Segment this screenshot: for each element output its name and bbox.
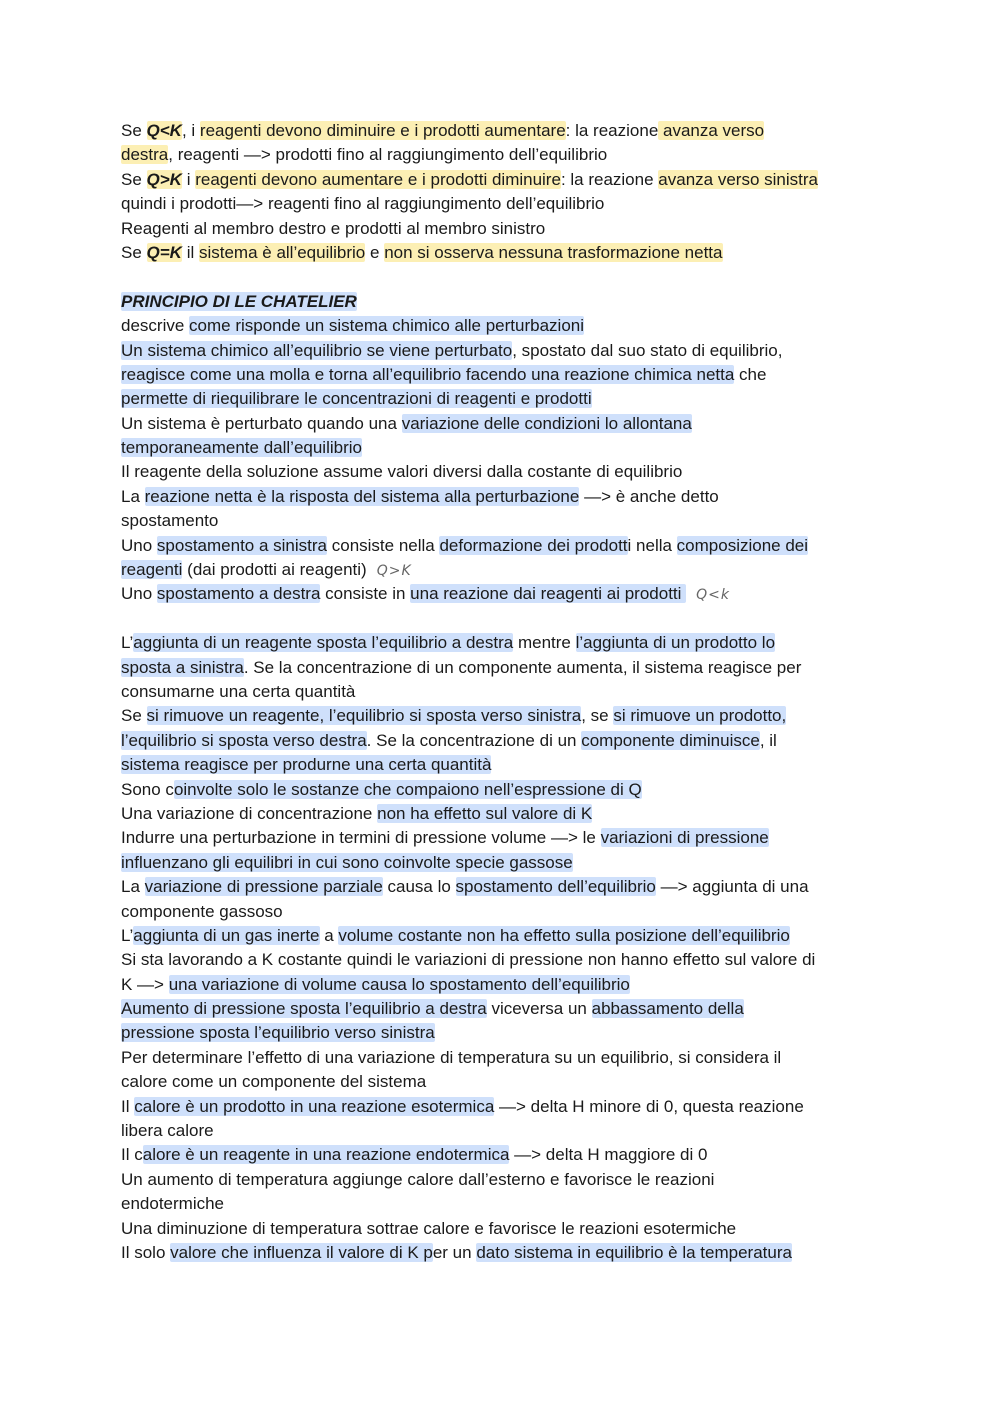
text-segment: —> aggiunta di una [655,877,809,897]
text-line [121,241,901,265]
text-segment: Se [121,169,147,189]
blue-highlight: variazione di pressione parziale [144,877,383,897]
text-segment: viceversa un [486,999,592,1019]
blue-highlight: aggiunta di un reagente sposta l’equilibrio a destra [133,633,514,653]
text-line [121,900,901,924]
text-segment: , se [581,706,614,726]
text-segment: Il solo [121,1242,171,1262]
yellow-highlight: reagenti devono aumentare e i prodotti diminuire [195,169,561,189]
blue-highlight: deformazione dei prodott [439,535,628,555]
text-line [121,143,901,167]
text-line [121,436,901,460]
text-segment: . Se la concentrazione di un [366,730,582,750]
text-segment: L’ [121,633,134,653]
text-line [121,192,901,216]
bold-italic-term: PRINCIPIO DI LE CHATELIER [121,291,357,311]
text-segment: Un sistema è perturbato quando una [121,413,402,433]
text-line [121,582,901,606]
blue-highlight: variazione delle condizioni lo allontana [401,413,692,433]
text-segment: Indurre una perturbazione in termini di pressione volume —> le [121,828,601,848]
text-line [121,1168,901,1192]
yellow-highlight: sistema è all’equilibrio [198,242,366,262]
text-segment: Per determinare l’effetto di una variazione di temperatura su un equilibrio, si considera il [121,1047,782,1067]
text-segment: descrive [121,316,190,336]
text-segment: libera calore [121,1121,214,1141]
blue-highlight: componente diminuisce [581,730,760,750]
text-segment: Si sta lavorando a K costante quindi le variazioni di pressione non hanno effetto sul valore di [121,950,816,970]
blank-line [121,607,901,631]
text-segment: mentre [513,633,576,653]
blue-highlight: variazioni di pressione [600,828,769,848]
text-segment: Uno [121,535,157,555]
text-line [121,802,901,826]
blue-highlight: come risponde un sistema chimico alle perturbazioni [189,316,584,336]
blue-highlight: spostamento a destra [156,584,321,604]
blue-highlight: pressione sposta l’equilibrio verso sinistra [121,1023,435,1043]
blue-highlight: una variazione di volume causa lo spostamento dell’equilibrio [168,974,630,994]
text-segment: consiste nella [327,535,440,555]
handwritten-note: Q<k [696,587,730,604]
section-heading [121,290,901,314]
text-line [121,1143,901,1167]
handwritten-note: Q>K [376,563,412,580]
blue-highlight: influenzano gli equilibri in cui sono coinvolte specie gassose [121,852,573,872]
yellow-highlight: avanza verso sinistra [658,169,818,189]
blue-highlight: Aumento di pressione sposta l’equilibrio a destra [121,999,487,1019]
text-segment: Il reagente della soluzione assume valori diversi dalla costante di equilibrio [121,462,683,482]
blue-highlight: dato sistema in equilibrio è la temperatura [476,1242,792,1262]
blue-highlight: volume costante non ha effetto sulla posizione dell’equilibrio [338,925,790,945]
text-line [121,339,901,363]
text-segment: spostamento [121,511,219,531]
text-segment: Il c [121,1145,143,1165]
text-line [121,314,901,338]
text-segment: —> delta H maggiore di 0 [509,1145,708,1165]
blue-highlight: valore che influenza il valore di K p [170,1242,433,1262]
text-line [121,753,901,777]
text-segment: consumarne una certa quantità [121,681,356,701]
blue-highlight: abbassamento della [591,999,744,1019]
text-segment: Un aumento di temperatura aggiunge calore dall’esterno e favorisce le reazioni [121,1169,715,1189]
text-segment: . Se la concentrazione di un componente aumenta, il sistema reagisce per [243,657,802,677]
text-segment: : la reazione [560,169,659,189]
text-segment: er un [432,1242,477,1262]
text-line [121,631,901,655]
text-line [121,1192,901,1216]
blue-highlight: spostamento a sinistra [156,535,328,555]
text-segment: , spostato dal suo stato di equilibrio, [512,340,783,360]
text-line [121,851,901,875]
text-segment: endotermiche [121,1194,225,1214]
blue-highlight: non ha effetto sul valore di K [377,803,593,823]
text-line [121,948,901,972]
text-line [121,826,901,850]
text-line [121,704,901,728]
blue-highlight: l’aggiunta di un prodotto lo [575,633,776,653]
text-line [121,217,901,241]
blue-highlight: Un sistema chimico all’equilibrio se viene perturbato [121,340,513,360]
blue-highlight: sistema reagisce per produrne una certa quantità [121,755,492,775]
text-line [121,1241,901,1265]
text-segment: (dai prodotti ai reagenti) [182,560,367,580]
text-segment: causa lo [382,877,456,897]
blue-highlight: reagisce come una molla e torna all’equilibrio facendo una reazione chimica netta [121,364,735,384]
text-line [121,656,901,680]
blue-highlight: temporaneamente dall’equilibrio [121,438,362,458]
text-segment: —> delta H minore di 0, questa reazione [494,1096,804,1116]
blue-highlight: l’equilibrio si sposta verso destra [121,730,367,750]
text-line [121,997,901,1021]
text-segment: —> è anche detto [579,486,719,506]
text-segment: che [734,364,767,384]
text-segment: L’ [121,925,134,945]
text-line [121,363,901,387]
blue-highlight: aggiunta di un gas inerte [133,925,320,945]
text-line [121,119,901,143]
text-segment: calore come un componente del sistema [121,1072,427,1092]
bold-italic-term: Q=K [146,242,182,262]
text-segment: Una variazione di concentrazione [121,803,378,823]
text-segment: i [181,169,196,189]
blue-highlight: alore è un reagente in una reazione endotermica [142,1145,510,1165]
text-segment: e [365,242,385,262]
text-line [121,973,901,997]
blue-highlight: una reazione dai reagenti ai prodotti [410,584,687,604]
text-line [121,680,901,704]
text-segment: La [121,877,145,897]
text-segment: Se [121,706,147,726]
text-segment: Sono c [121,779,174,799]
text-line [121,778,901,802]
blue-highlight: calore è un prodotto in una reazione esotermica [134,1096,495,1116]
yellow-highlight: destra [121,145,169,165]
text-segment: Se [121,242,147,262]
text-line [121,534,901,558]
blue-highlight: sposta a sinistra [121,657,244,677]
text-line [121,168,901,192]
bold-italic-term: Q<K [146,121,182,140]
text-line [121,729,901,753]
text-segment: , i [181,121,200,140]
text-segment: , il [759,730,777,750]
text-segment: , reagenti —> prodotti fino al raggiungimento dell’equilibrio [168,145,608,165]
text-line [121,485,901,509]
text-segment: a [319,925,339,945]
blue-highlight: permette di riequilibrare le concentrazioni di reagenti e prodotti [121,389,592,409]
text-line [121,1046,901,1070]
yellow-highlight: avanza verso [658,121,765,140]
text-segment: quindi i prodotti—> reagenti fino al raggiungimento dell’equilibrio [121,194,605,214]
text-line [121,558,901,582]
notes-page [121,119,901,1265]
text-line [121,1119,901,1143]
blank-line [121,265,901,289]
text-line [121,875,901,899]
text-line [121,412,901,436]
text-segment: : la reazione [565,121,659,140]
blue-highlight: composizione dei [676,535,809,555]
text-line [121,1095,901,1119]
text-line [121,924,901,948]
text-segment: consiste in [320,584,411,604]
blue-highlight: si rimuove un reagente, l’equilibrio si sposta verso sinistra [146,706,582,726]
text-segment: K —> [121,974,169,994]
text-line [121,1217,901,1241]
text-line [121,460,901,484]
text-line [121,1070,901,1094]
text-segment: il [181,242,199,262]
yellow-highlight: non si osserva nessuna trasformazione netta [384,242,723,262]
text-segment: Uno [121,584,157,604]
blue-highlight: si rimuove un prodotto, [613,706,787,726]
blue-highlight: reazione netta è la risposta del sistema alla perturbazione [144,486,580,506]
bold-italic-term: Q>K [146,169,182,189]
text-segment: i nella [627,535,677,555]
blue-highlight: reagenti [121,560,183,580]
text-segment: Se [121,121,147,140]
text-line [121,1021,901,1045]
yellow-highlight: reagenti devono diminuire e i prodotti aumentare [199,121,566,140]
text-segment: Il [121,1096,135,1116]
blue-highlight: spostamento dell’equilibrio [455,877,656,897]
text-segment: componente gassoso [121,901,283,921]
text-segment: La [121,486,145,506]
blue-highlight: oinvolte solo le sostanze che compaiono nell’espressione di Q [173,779,642,799]
text-segment: Una diminuzione di temperatura sottrae calore e favorisce le reazioni esotermiche [121,1218,737,1238]
text-segment: Reagenti al membro destro e prodotti al membro sinistro [121,218,546,238]
text-line [121,387,901,411]
text-line [121,509,901,533]
